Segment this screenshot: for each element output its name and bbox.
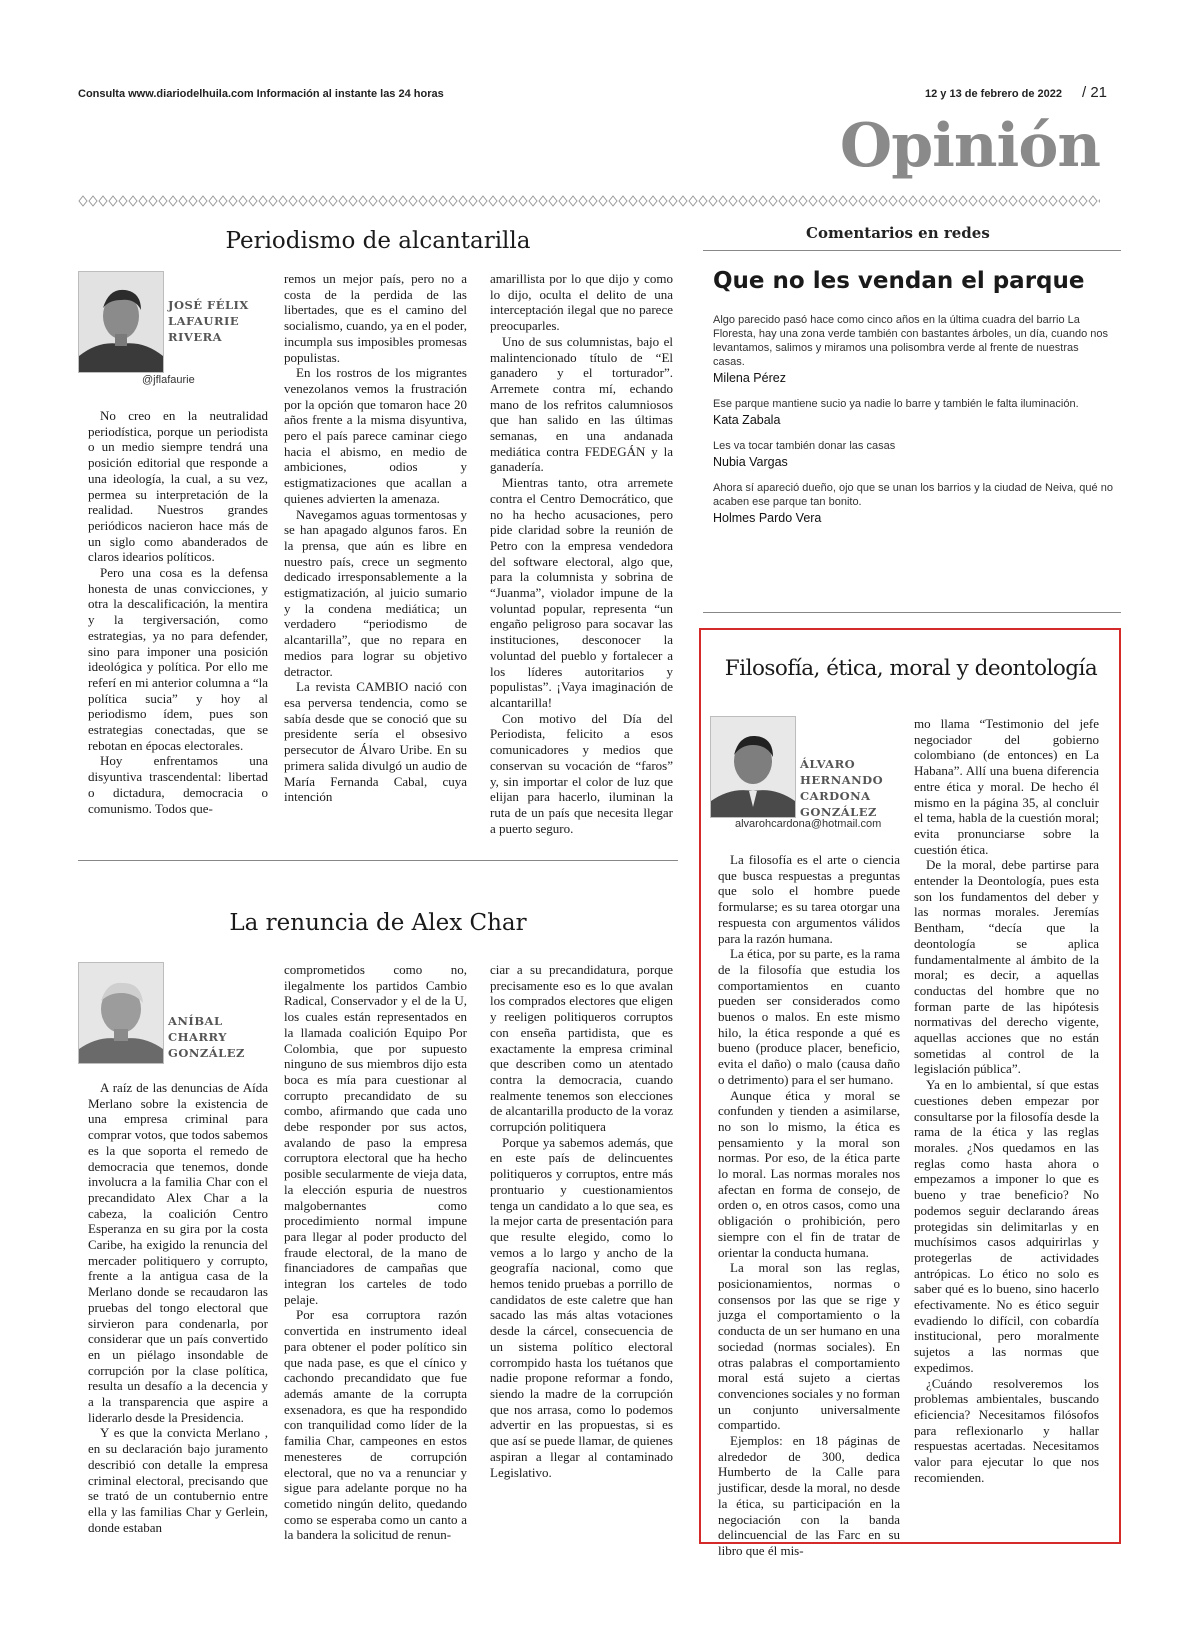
article-column-3: amarillista por lo que dijo y como lo dijo, oculta el delito de una interceptación ilegal que no parece preocuparles. Uno de sus columnistas, bajo el malintencionado título de “El ganadero y el torturador”. Arremete contra mí, echando mano de los refritos calumniosos que han salido en las últimas semanas, en una andanada mediática contra FEDEGÁN y la ganadería. Mientras tanto, otra arremete contra el Centro Democrático, que no ha hecho acusaciones, pero pide claridad sobre la reunión de Petro con la empresa vendedora del software electoral, algo que, para la columnista y sobrina de “Juanma”, violador impune de la voluntad popular, representa “un engaño peligroso para socavar las instituciones, desconocer la voluntad del pueblo y fortalecer a los líderes autoritarios y populistas”. ¡Vaya imaginación de alcantarilla! Con motivo del Día del Periodista, felicito a esos comunicadores y medios que conservan su vocación de “faros” y, sin importar el color de luz que elijan para hacerlo, iluminan la ruta de un país que necesita llegar a puerto seguro. (490, 271, 673, 836)
page-number: / 21 (1082, 84, 1108, 101)
article-column-2: mo llama “Testimonio del jefe negociador del gobierno colombiano (de entonces) en La Habana”. Allí una buena diferencia entre ética y moral. De hecho él mismo en la página 35, al concluir el tema, habla de la cuestión moral; evita pronunciarse sobre la cuestión ética. De la moral, debe partirse para entender la Deontología, pues esta son los fundamentos del deber y las normas morales. Jeremías Bentham, “decía que la deontología se aplica fundamentalmente al ámbito de la moral; es decir, a aquellas conductas del hombre que no forman parte de las hipótesis normativas del derecho vigente, aquellas acciones que no están sometidas al control de la legislación pública”. Ya en lo ambiental, sí que estas cuestiones deben empezar por consultarse por la filosofía desde la rama de la ética y las reglas morales. ¿Nos quedamos en las reglas como hasta ahora o empezamos a imponer lo que es bueno y trae beneficio? No podemos seguir declarando áreas protegidas sin delimitarlas y en muchísimos casos adquirirlas y protegerlas de actividades antrópicas. Lo ético no solo es saber qué es lo bueno, sino hacerlo efectivamente. No es ético seguir evadiendo lo difícil, con cobardía institucional, pero moralmente sujetos a las normas que expedimos. ¿Cuándo resolveremos los problemas ambientales, buscando eficiencia? Necesitamos filósofos para reflexionarlo y hallar respuestas acertadas. Necesitamos valor para ejecutar lo que nos recomienden. (914, 716, 1099, 1485)
article-column-2: comprometidos como no, ilegalmente los partidos Cambio Radical, Conservador y el de la U, los cuales están representados en la llamada coalición Equipo Por Colombia, que por supuesto ninguno de sus miembros dijo esta boca es mía para cuestionar al corrupto precandidato de su combo, afirmando que cada uno debe responder por sus actos, avalando de paso la empresa corruptora electoral que ha hecho posible secularmente de vieja data, la elección espuria de nuestros malgobernantes como procedimiento normal impune para llegar al poder producto del fraude electoral, de la mano de financiadores de campañas que integran los carteles de todo pelaje. Por esa corruptora razón convertida en instrumento ideal para obtener el poder político sin que nada pase, es que el cínico y cachondo precandidato que fue además amante de la corrupta exsenadora, es que ha respondido con tranquilidad como líder de la familia Char, campeones en estos menesteres de corrupción electoral, que no va a renunciar y sigue para adelante porque no ha cometido ningún delito, quedando como se esperaba como un canto a la bandera la solicitud de renun- (284, 962, 467, 1543)
article-title: Periodismo de alcantarilla (225, 228, 531, 254)
article-column-1: No creo en la neutralidad periodística, porque un periodista o un medio siempre tendrá una posición editorial que responde a una ideología, la cual, a su vez, permea su interpretación de la realidad. Nuestros grandes periódicos nacieron hace más de un siglo como abanderados de claros idearios políticos. Pero una cosa es la defensa honesta de unas convicciones, y otra la descalificación, la mentira y la tergiversación, como estrategias, ya no para defender, sino para imponer una posición ideológica y política. Por ello me referí en mi anterior columna a “la política sucia” y hoy al periodismo ídem, pues son estrategias conectadas, que se rebotan en épocas electorales. Hoy enfrentamos una disyuntiva trascendental: libertad o dictadura, democracia o comunismo. Todos que- (88, 408, 268, 816)
article-column-2: remos un mejor país, pero no a costa de la perdida de las libertades, que es el camino del socialismo, cuando, ya en el poder, incumpla sus imposibles promesas populistas. En los rostros de los migrantes venezolanos vemos la frustración por la opción que tomaron hace 20 años frente a la misma disyuntiva, pero el país parece caminar ciego hacia el abismo, en medio de ambiciones, odios y estigmatizaciones que acallan a quienes advierten la amenaza. Navegamos aguas tormentosas y se han apagado algunos faros. En la prensa, que aún es libre en nuestro país, crece un segmento dedicado irresponsablemente a la estigmatización, al juicio sumario y la condena mediática; un verdadero “periodismo de alcantarilla”, que no repara en medios para lograr su objetivo detractor. La revista CAMBIO nació con esa perversa tendencia, como se sabía desde que se conoció que su presidente sería el obsesivo persecutor de Álvaro Uribe. En su primera salida divulgó un audio de María Fernanda Cabal, cuya intención (284, 271, 467, 805)
author-email: alvarohcardona@hotmail.com (735, 818, 882, 830)
divider (703, 612, 1121, 613)
article-column-1: A raíz de las denuncias de Aída Merlano sobre la existencia de una empresa criminal para comprar votos, que todos sabemos es la que soporta el remedo de democracia que tenemos, donde involucra a la familia Char con el precandidato Alex Char a la cabeza, la coalición Centro Esperanza en su gira por la costa Caribe, ha exigido la renuncia del mercader politiquero y corrupto, frente a la antigua casa de la Merlano donde se recaudaron las pruebas del tongo electoral que sirvieron para condenarla, por considerar que un país convertido en un piélago insondable de corrupción por la clase política, resulta un desafío a la decencia y a la transparencia que aspire a liderarlo desde la Presidencia. Y es que la convicta Merlano , en su declaración bajo juramento describió con detalle la empresa criminal electoral, precisando que se trató de un contubernio entre ella y las familias Char y Gerlein, donde estaban (88, 1080, 268, 1535)
article-title: Filosofía, ética, moral y deontología (724, 656, 1098, 681)
article-column-3: ciar a su precandidatura, porque precisamente eso es lo que avalan los comprados electores que eligen y reeligen politiqueros corruptos con enseña partidista, que es exactamente la empresa criminal que describen como un atentado contra la democracia, cuando realmente tenemos son elecciones de alcantarilla producto de la voraz corrupción politiquera Porque ya sabemos además, que en este país de delincuentes politiqueros y corruptos, entre más prontuario y cuestionamientos tenga un candidato a lo que sea, es la mejor carta de presentación para que resulte elegido, como lo vemos a lo largo y ancho de la geografía nacional, como que hemos tenido pruebas a porrillo de candidatos de este caletre que han sacado las más altas votaciones desde la cárcel, consecuencia de un sistema político electoral corrompido hasta los tuétanos que nadie propone reformar a fondo, siendo la madre de la corrupción que nos arrasa, como lo podemos advertir en las propuestas, si es que así se puede llamar, de quienes aspiran a llegar al contaminado Legislativo. (490, 962, 673, 1480)
comment-item: Algo parecido pasó hace como cinco años en la última cuadra del barrio La Floresta, hay una zona verde también con bastantes árboles, un día, cuando nos levantamos, salimos y miramos una polisombra verde al frente de nuestras casas. Milena Pérez (713, 314, 1109, 385)
comment-item: Ahora sí apareció dueño, ojo que se unan los barrios y la ciudad de Neiva, qué no acaben ese parque tan bonito. Holmes Pardo Vera (713, 482, 1113, 525)
author-name: JOSÉ FÉLIX LAFAURIE RIVERA (168, 298, 249, 344)
author-name: ÁLVARO HERNANDO CARDONA GONZÁLEZ (800, 757, 884, 819)
article-title: La renuncia de Alex Char (229, 910, 527, 936)
comments-list (713, 313, 1113, 525)
comments-heading: Comentarios en redes (806, 224, 990, 242)
author-name: ANÍBAL CHARRY GONZÁLEZ (168, 1014, 245, 1060)
masthead-tagline: Consulta www.diariodelhuila.com Información al instante las 24 horas (78, 88, 444, 100)
section-title: Opinión (839, 111, 1100, 181)
divider (703, 250, 1121, 251)
comments-title: Que no les vendan el parque (713, 268, 1085, 294)
author-photo (78, 271, 164, 373)
author-handle: @jflafaurie (142, 374, 195, 386)
ornament-divider (78, 194, 1100, 208)
divider (78, 860, 678, 861)
comment-item: Ese parque mantiene sucio ya nadie lo barre y también le falta iluminación. Kata Zabala (713, 398, 1079, 427)
issue-date: 12 y 13 de febrero de 2022 (925, 88, 1062, 100)
author-photo (710, 716, 796, 818)
comment-item: Les va tocar también donar las casas Nubia Vargas (713, 440, 896, 469)
author-photo (78, 962, 164, 1064)
article-column-1: La filosofía es el arte o ciencia que busca respuestas a preguntas que solo el hombre puede formularse; es su tarea otorgar una respuesta con argumentos válidos para la razón humana. La ética, por su parte, es la rama de la filosofía que estudia los comportamientos en cuanto pueden ser considerados como buenos o malos. En este mismo hilo, la ética responde a qué es bueno (produce placer, beneficio, evita el daño) o malo (causa daño o detrimento) para el ser humano. Aunque ética y moral se confunden y tienden a asimilarse, no son lo mismo, la ética es pensamiento y la moral son normas. Por eso, de la ética parte lo moral. Las normas morales nos afectan en forma de consejo, de orden o, en otros casos, como una obligación o prohibición, pero siempre con el fin de tratar de orientar la conducta humana. La moral son las reglas, posicionamientos, normas o consensos por las que se rige y juzga el comportamiento o la conducta de un ser humano en una sociedad (normas sociales). En otras palabras el comportamiento moral está sujeto a ciertas convenciones sociales y no forman un conjunto universalmente compartido. Ejemplos: en 18 páginas de alrededor de 300, dedica Humberto de la Calle para justificar, desde la moral, no desde la ética, su participación en la negociación con la banda delincuencial de las Farc en su libro que él mis- (718, 852, 900, 1558)
